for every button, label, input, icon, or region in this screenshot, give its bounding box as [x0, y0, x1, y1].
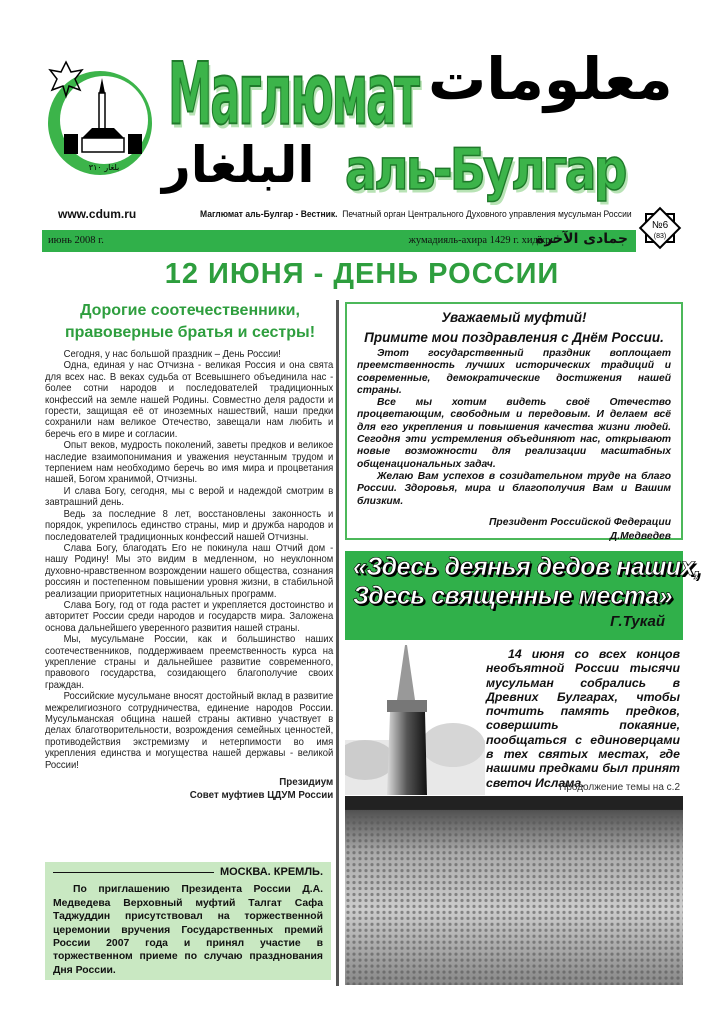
continued-link[interactable]: Продолжение темы на с.2: [559, 782, 680, 793]
left-article-title: [45, 300, 335, 344]
title-line: Дорогие соотечественники,: [80, 302, 300, 319]
paragraph: Этот государственный праздник воплощает преемственность лучших исторических традиций и современные, демократические достижения нашей страны.: [357, 348, 671, 396]
paragraph: Желаю Вам успехов в созидательном труде на благо России. Здоровья, мира и благополучия Вам и Вашим близким.: [357, 470, 671, 507]
dateline-text: МОСКВА. КРЕМЛЬ.: [219, 866, 323, 878]
paragraph: Слава Богу, год от года растет и укрепляется достоинство и авторитет России среди народов и государств мира. Заложена основа дальнейшего уверенного развития нашей страны.: [45, 599, 334, 634]
paragraph: Сегодня, у нас большой праздник – День России!: [63, 349, 281, 360]
bulgar-article: [486, 647, 680, 790]
issue-no: №6: [651, 220, 669, 231]
column-divider: [336, 300, 339, 986]
hijri-date: жумадияль-ахира 1429 г. хиджри: [408, 235, 556, 246]
paragraph: Одна, единая у нас Отчизна - великая Россия и она свята для всех нас. В веках судьба от Всевышнего объединила нас - более сотни народов и последователей традиционных конфессий на земле нашей Родины. Совместно деля радости и горести, защищая её от иноземных нашествий, наши предки сохранили нам великое Отечество, завещали нам любить и беречь его в мире и согласии.: [45, 360, 334, 440]
issue-number-badge: [638, 206, 682, 250]
paragraph: Все мы хотим видеть своё Отечество процветающим, свободным и передовым. И делаем всё для его укрепления и повышения качества жизни людей. Сегодня эти устремления объединяют нас, открывают новые возможности для реализации масштабных общенациональных задач.: [357, 397, 671, 470]
greeting-subtitle: Примите мои поздравления с Днём России.: [364, 330, 664, 345]
crowd-photo: [345, 796, 683, 985]
dateline-rule: [53, 872, 214, 874]
paragraph: 14 июня со всех концов необъятной России тысячи мусульман собрались в Древних Булгарах, чтобы почтить память предков, совершить покаяние, пообщаться с единоверцами в тех святых местах, где нашими предками был принят светоч Ислама.: [486, 647, 680, 790]
quote-line: «Здесь деянья дедов наших,: [353, 553, 701, 581]
greeting-title: Уважаемый муфтий!: [441, 310, 587, 325]
signature-line: Президент Российской Федерации: [489, 516, 671, 528]
paragraph: Опыт веков, мудрость поколений, заветы предков и великое наследие взаимопонимания и уважения неустанным трудом и терпением нам необходимо беречь во имя мира и процветания нашей, Богом хранимой, Отчизны.: [45, 440, 334, 486]
quote-author: Г.Тукай: [610, 613, 665, 630]
signature-line: Совет муфтиев ЦДУМ России: [189, 789, 334, 802]
date-bar: [42, 230, 636, 252]
issue-date: июнь 2008 г.: [48, 235, 104, 246]
paragraph: Мы, мусульмане России, как и большинство наших соотечественников, поддерживаем преемственность курса на укрепление страны и дальнейшее развитие современного, правового государства, созидающего благополучие своих граждан.: [45, 634, 334, 691]
paragraph: И слава Богу, сегодня, мы с верой и надеждой смотрим в завтрашний день.: [45, 485, 334, 509]
tagline-bold: Маглюмат аль-Булгар - Вестник.: [200, 209, 338, 219]
paragraph: Ведь за последние 8 лет, восстановлены законность и порядок, укрепилось единство страны, мир и дружба народов и последователей традиционных конфессий нашей Отчизны.: [45, 508, 334, 543]
signature-line: Президиум: [279, 776, 334, 789]
paragraph: Российские мусульмане вносят достойный вклад в развитие межрелигиозного сотрудничества, единение народов России. Мусульманская община нашей страны активно участвует в делах благотворительности, возрождения семейных ценностей, противодействия экстремизму и нетерпимости во имя укрепления единства и могущества нашей державы - великой России!: [45, 691, 334, 771]
quote-line: Здесь священные места»: [353, 582, 673, 610]
president-greeting-box: [345, 302, 683, 540]
tagline: [200, 209, 632, 219]
kremlin-news-box: [45, 862, 331, 980]
paragraph: Слава Богу, благодать Его не покинула наш Отчий дом - нашу Родину! Мы это видим в медленном, но неуклонном духовно-нравственном возрождении нашего общества, сознания россиян и постепенном повышении уровня жизни, в стабильной реализации приоритетных национальных программ.: [45, 542, 334, 600]
page-headline: 12 ИЮНЯ - ДЕНЬ РОССИИ: [164, 258, 560, 290]
website-link[interactable]: www.cdum.ru: [58, 207, 137, 221]
paragraph: По приглашению Президента России Д.А. Медведева Верховный муфтий Талгат Сафа Таджуддин присутствовал на торжественной церемонии вручения Государственных премий России 2007 года и принял участие в торжественном приеме по случаю празднования Дня России.: [53, 884, 323, 976]
hijri-date-ar: جمادى الآخرة: [536, 231, 628, 247]
signature: [357, 516, 671, 544]
masthead-title-ru: Маглюмат: [168, 44, 418, 145]
tagline-text: Печатный орган Центрального Духовного управления мусульман России: [342, 209, 632, 219]
masthead-title-ar-2: البلغار: [162, 136, 315, 194]
svg-text:بلغار ٣١٠: بلغار ٣١٠: [88, 163, 120, 172]
signature-line: Д.Медведев: [609, 530, 671, 542]
masthead-title-ru-2: аль-Булгар: [345, 136, 625, 203]
quote-box: [345, 551, 701, 640]
left-article-body: [45, 349, 333, 802]
issue-total: (83): [653, 233, 667, 240]
dateline: [53, 866, 323, 879]
masthead-title-ar: معلومات: [428, 45, 673, 113]
cdum-logo: [44, 48, 152, 193]
minaret-photo: [345, 645, 485, 795]
signature: [45, 776, 333, 802]
title-line: правоверные братья и сестры!: [64, 324, 316, 341]
